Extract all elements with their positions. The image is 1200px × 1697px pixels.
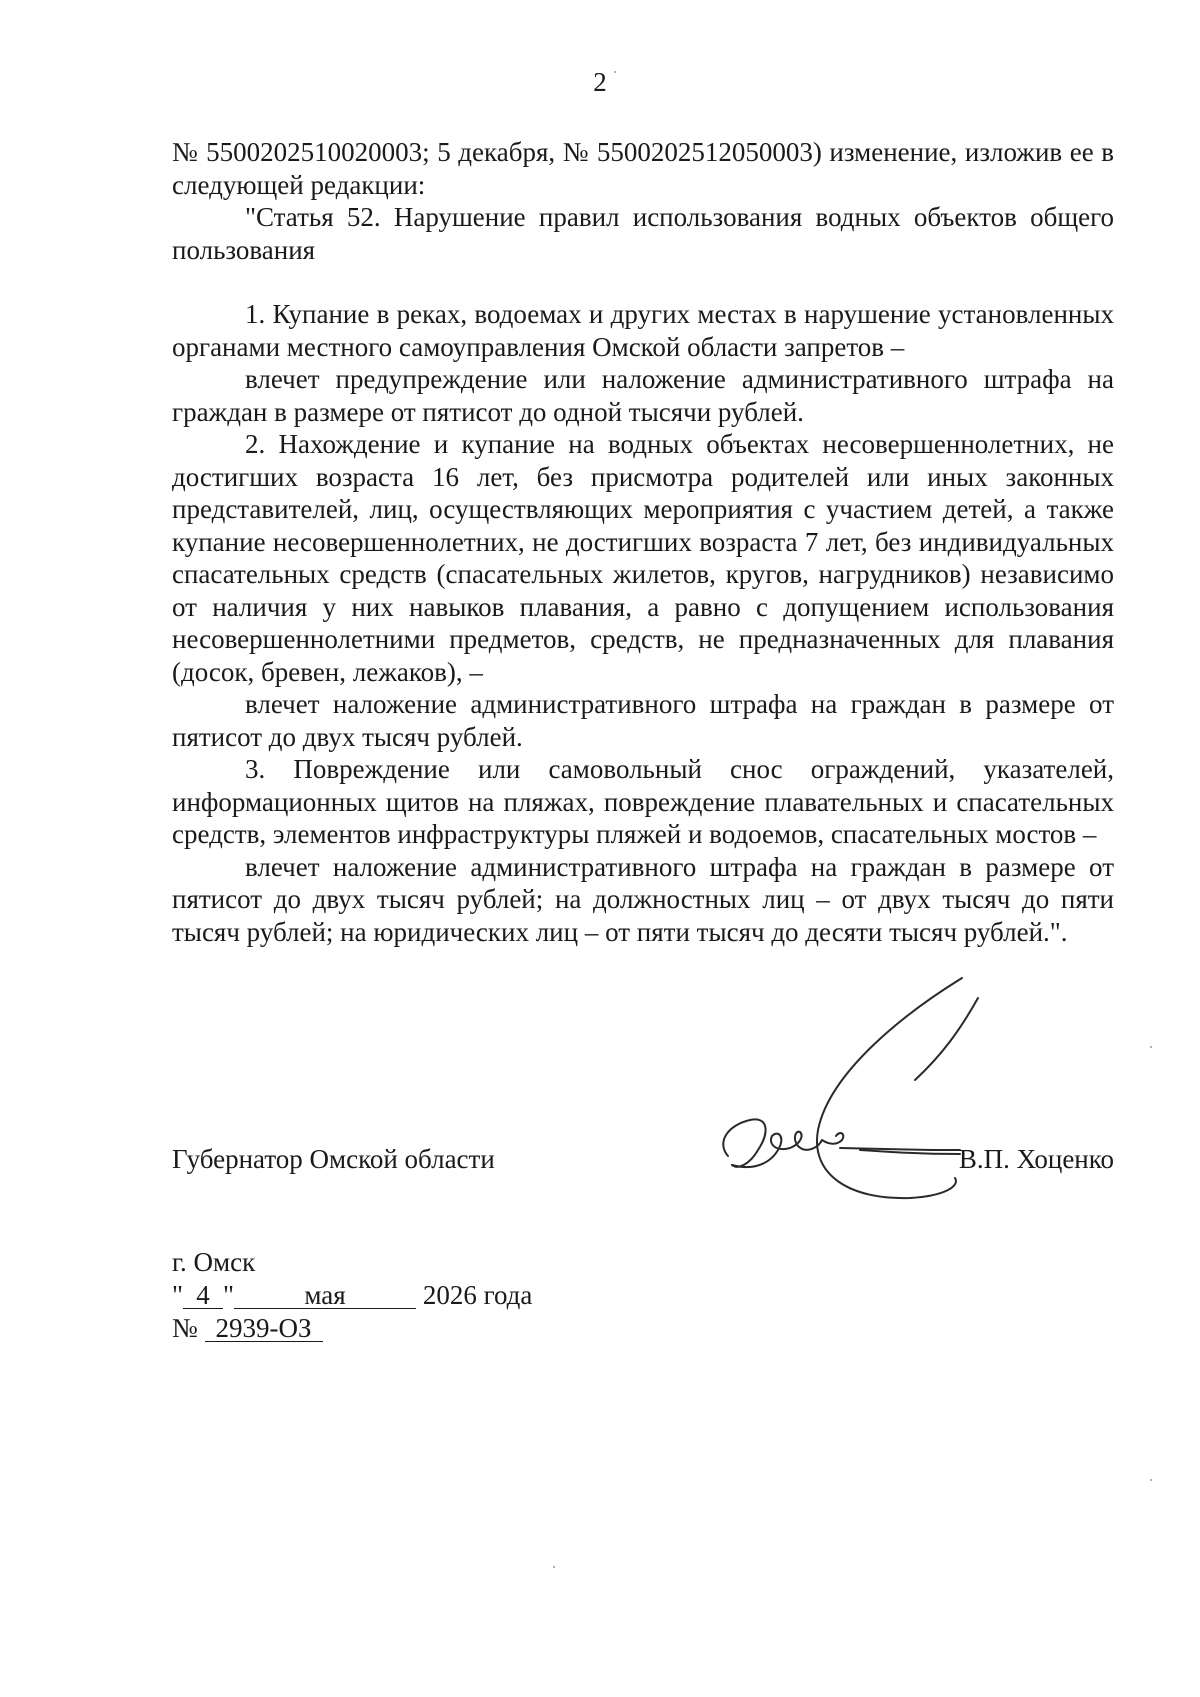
paragraph-gap [172, 266, 1114, 298]
article-part-1: 1. Купание в реках, водоемах и других местах в нарушение установленных органами местного самоуправления Омской области запретов – [172, 299, 1114, 362]
date-quote-close: " [223, 1280, 235, 1310]
signer-name: В.П. Хоценко [958, 1144, 1114, 1174]
date-quote-open: " [172, 1280, 184, 1310]
document-body [172, 136, 1114, 948]
law-number: 2939-ОЗ [205, 1315, 323, 1342]
date-month: мая [234, 1282, 416, 1309]
scan-speck [1150, 1479, 1152, 1481]
date-line [172, 1279, 532, 1312]
number-sign: № [172, 1313, 198, 1343]
signer-title: Губернатор Омской области [172, 1144, 495, 1174]
scan-speck [553, 1566, 555, 1568]
date-day: 4 [183, 1282, 223, 1309]
signature-block [172, 1143, 1114, 1183]
document-footer [172, 1246, 532, 1345]
date-year: 2026 года [422, 1280, 533, 1310]
scan-speck [1150, 1046, 1152, 1048]
article-part-3-sanction: влечет наложение административного штрафа на граждан в размере от пятисот до двух тысяч рублей; на должностных лиц – от двух тысяч до пяти тысяч рублей; на юридических лиц – от пяти тысяч до десяти тысяч рублей.". [172, 851, 1114, 947]
article-part-2-sanction: влечет наложение административного штрафа на граждан в размере от пятисот до двух тысяч рублей. [172, 689, 1114, 752]
article-part-1-sanction: влечет предупреждение или наложение административного штрафа на граждан в размере от пятисот до одной тысячи рублей. [172, 364, 1114, 427]
article-heading: "Статья 52. Нарушение правил использования водных объектов общего пользования [172, 202, 1114, 265]
article-part-3: 3. Повреждение или самовольный снос ограждений, указателей, информационных щитов на пляжах, повреждение плавательных и спасательных средств, элементов инфраструктуры пляжей и водоемов, спасательных мостов – [172, 754, 1114, 849]
paragraph-amendment-intro: № 5500202510020003; 5 декабря, № 5500202512050003) изменение, изложив ее в следующей редакции: [172, 137, 1114, 200]
article-part-2: 2. Нахождение и купание на водных объектах несовершеннолетних, не достигших возраста 16 лет, без присмотра родителей или иных законных представителей, лиц, осуществляющих мероприятия с участием детей, а также купание несовершеннолетних, не достигших возраста 7 лет, без индивидуальных спасательных средств (спасательных жилетов, кругов, нагрудников) независимо от наличия у них навыков плавания, а равно с допущением использования несовершеннолетними предметов, средств, не предназначенных для плавания (досок, бревен, лежаков), – [172, 429, 1114, 687]
scan-speck [614, 71, 616, 73]
page-number: 2 [593, 67, 607, 97]
law-number-line [172, 1312, 532, 1345]
city-line: г. Омск [172, 1247, 256, 1277]
